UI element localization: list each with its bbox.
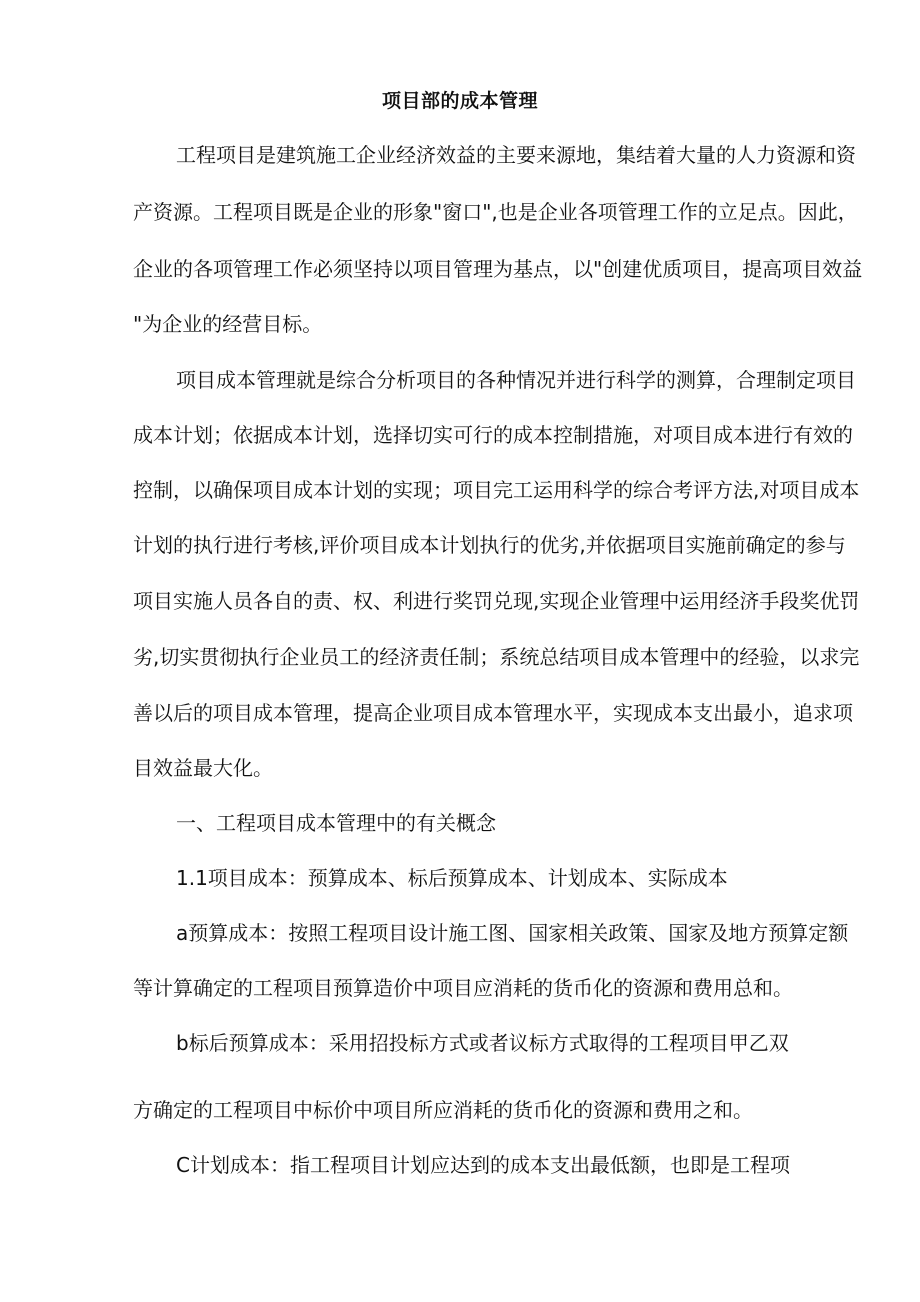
- paragraph-line: 善以后的项目成本管理，提高企业项目成本管理水平，实现成本支出最小，追求项: [133, 701, 853, 725]
- subsection-heading: 1.1项目成本：预算成本、标后预算成本、计划成本、实际成本: [176, 866, 728, 890]
- paragraph-line: 劣,切实贯彻执行企业员工的经济责任制；系统总结项目成本管理中的经验，以求完: [133, 645, 860, 669]
- paragraph-line: 项目成本管理就是综合分析项目的各种情况并进行科学的测算，合理制定项目: [176, 368, 856, 392]
- paragraph-line: C计划成本：指工程项目计划应达到的成本支出最低额，也即是工程项: [176, 1153, 790, 1177]
- paragraph-line: 控制，以确保项目成本计划的实现；项目完工运用科学的综合考评方法,对项目成本: [133, 478, 860, 502]
- paragraph-line: 计划的执行进行考核,评价项目成本计划执行的优劣,并依据项目实施前确定的参与: [133, 533, 846, 557]
- paragraph-line: 企业的各项管理工作必须坚持以项目管理为基点，以"创建优质项目，提高项目效益: [133, 257, 863, 281]
- document-title: 项目部的成本管理: [381, 90, 538, 112]
- paragraph-line: "为企业的经营目标。: [133, 312, 323, 336]
- paragraph-line: 目效益最大化。: [133, 756, 273, 780]
- paragraph-line: 项目实施人员各自的责、权、利进行奖罚兑现,实现企业管理中运用经济手段奖优罚: [133, 589, 860, 613]
- paragraph-line: 等计算确定的工程项目预算造价中项目应消耗的货币化的资源和费用总和。: [133, 976, 793, 1000]
- section-heading: 一、工程项目成本管理中的有关概念: [176, 811, 496, 835]
- paragraph-line: 成本计划；依据成本计划，选择切实可行的成本控制措施，对项目成本进行有效的: [133, 423, 853, 447]
- paragraph-line: a预算成本：按照工程项目设计施工图、国家相关政策、国家及地方预算定额: [176, 921, 849, 945]
- paragraph-line: 方确定的工程项目中标价中项目所应消耗的货币化的资源和费用之和。: [133, 1098, 753, 1122]
- paragraph-line: 产资源。工程项目既是企业的形象"窗口",也是企业各项管理工作的立足点。因此，: [133, 200, 858, 224]
- paragraph-line: 工程项目是建筑施工企业经济效益的主要来源地，集结着大量的人力资源和资: [176, 143, 856, 167]
- paragraph-line: b标后预算成本：采用招投标方式或者议标方式取得的工程项目甲乙双: [176, 1031, 789, 1055]
